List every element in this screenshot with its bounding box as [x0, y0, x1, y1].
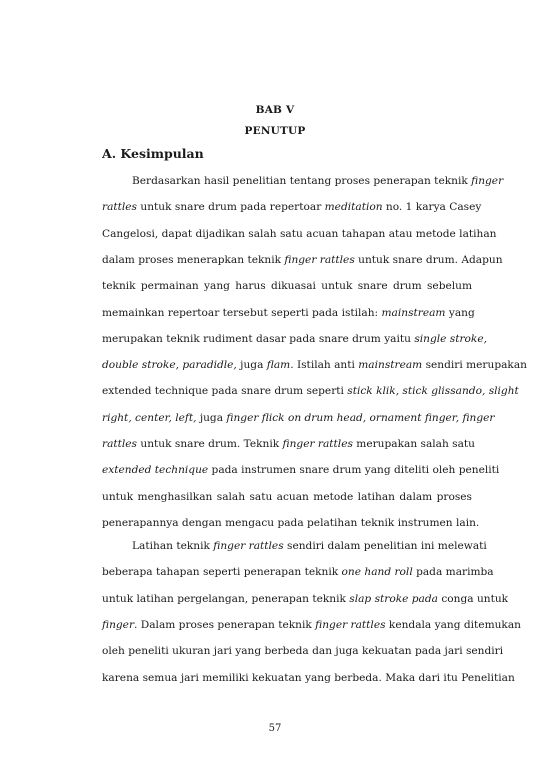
text-run: untuk snare drum. Teknik	[137, 438, 283, 450]
italic-term: mainstream	[358, 359, 423, 372]
italic-term: single stroke,	[414, 332, 487, 345]
text-line	[102, 227, 497, 241]
text-run: no. 1 karya Casey	[382, 201, 482, 214]
text-line	[102, 253, 503, 267]
italic-term: finger rattles	[315, 618, 386, 631]
text-line	[102, 332, 487, 346]
page-number: 57	[268, 723, 282, 734]
text-run: kendala yang ditemukan	[385, 618, 521, 631]
text-line	[102, 437, 475, 451]
text-run: penerapannya dengan mengacu pada pelatihan teknik instrumen lain.	[102, 516, 480, 529]
italic-term: flam	[266, 359, 291, 372]
italic-term: finger	[102, 618, 135, 631]
italic-term: finger rattles	[284, 253, 355, 266]
text-line	[102, 358, 527, 372]
text-line	[102, 306, 475, 320]
text-run: untuk snare drum pada repertoar	[137, 201, 325, 214]
text-run: untuk menghasilkan salah satu acuan metode latihan dalam proses	[102, 490, 472, 503]
italic-term: finger	[462, 411, 495, 424]
text-run: conga untuk	[437, 592, 509, 605]
italic-term: double stroke, paradidle,	[102, 359, 237, 372]
text-run: sendiri merupakan	[422, 359, 527, 372]
text-line	[102, 411, 495, 425]
text-run: dalam proses menerapkan teknik	[102, 253, 285, 266]
chapter-title: PENUTUP	[244, 125, 306, 137]
text-line	[102, 516, 480, 530]
text-run: untuk snare drum. Adapun	[354, 253, 503, 266]
text-run: juga	[196, 411, 227, 424]
text-line	[102, 592, 509, 606]
italic-term: finger rattles	[213, 540, 284, 552]
text-run: karena semua jari memiliki kekuatan yang berbeda. Maka dari itu Penelitian	[102, 671, 515, 684]
italic-term: right, center, left,	[102, 411, 197, 424]
text-line	[102, 463, 500, 477]
italic-term: rattles	[102, 438, 137, 450]
italic-term: one hand roll	[341, 566, 413, 579]
text-run: pada marimba	[412, 566, 494, 579]
text-line	[102, 200, 482, 214]
text-run: memainkan repertoar tersebut seperti pada istilah:	[102, 306, 382, 319]
text-run: merupakan salah satu	[352, 438, 475, 450]
text-run: untuk latihan pergelangan, penerapan teknik	[102, 592, 350, 605]
text-line	[132, 539, 487, 553]
chapter-number: BAB V	[255, 104, 295, 116]
text-run: . Istilah anti	[290, 359, 359, 372]
text-line	[102, 671, 515, 685]
italic-term: finger	[471, 175, 504, 187]
italic-term: rattles	[102, 201, 137, 214]
italic-term: finger flick on drum head, ornament finger,	[226, 411, 460, 424]
text-run: pada instrumen snare drum yang diteliti oleh peneliti	[208, 464, 500, 477]
italic-term: mainstream	[381, 306, 446, 319]
text-run: Latihan teknik	[132, 540, 214, 552]
text-line	[102, 490, 472, 504]
text-line	[102, 565, 494, 579]
text-run: yang	[445, 306, 475, 319]
italic-term: extended technique	[102, 464, 209, 477]
text-run: extended technique pada snare drum seperti	[102, 385, 348, 398]
text-run: oleh peneliti ukuran jari yang berbeda dan juga kekuatan pada jari sendiri	[102, 645, 504, 658]
text-run: sendiri dalam penelitian ini melewati	[283, 540, 487, 552]
text-line	[102, 644, 504, 658]
text-line	[132, 174, 504, 188]
italic-term: slap stroke pada	[349, 592, 438, 605]
text-line	[102, 279, 472, 293]
text-line	[102, 384, 519, 398]
text-line	[102, 618, 521, 632]
text-run: teknik permainan yang harus dikuasai untuk snare drum sebelum	[102, 280, 472, 293]
italic-term: meditation	[324, 201, 383, 214]
italic-term: finger rattles	[282, 438, 353, 450]
text-run: merupakan teknik rudiment dasar pada snare drum yaitu	[102, 332, 415, 345]
text-run: . Dalam proses penerapan teknik	[134, 618, 316, 631]
italic-term: stick klik, stick glissando, slight	[347, 385, 519, 398]
text-run: beberapa tahapan seperti penerapan teknik	[102, 566, 342, 579]
section-heading: A. Kesimpulan	[102, 146, 204, 161]
text-run: juga	[236, 359, 267, 372]
text-run: Cangelosi, dapat dijadikan salah satu acuan tahapan atau metode latihan	[102, 227, 497, 240]
text-run: Berdasarkan hasil penelitian tentang proses penerapan teknik	[132, 175, 472, 187]
